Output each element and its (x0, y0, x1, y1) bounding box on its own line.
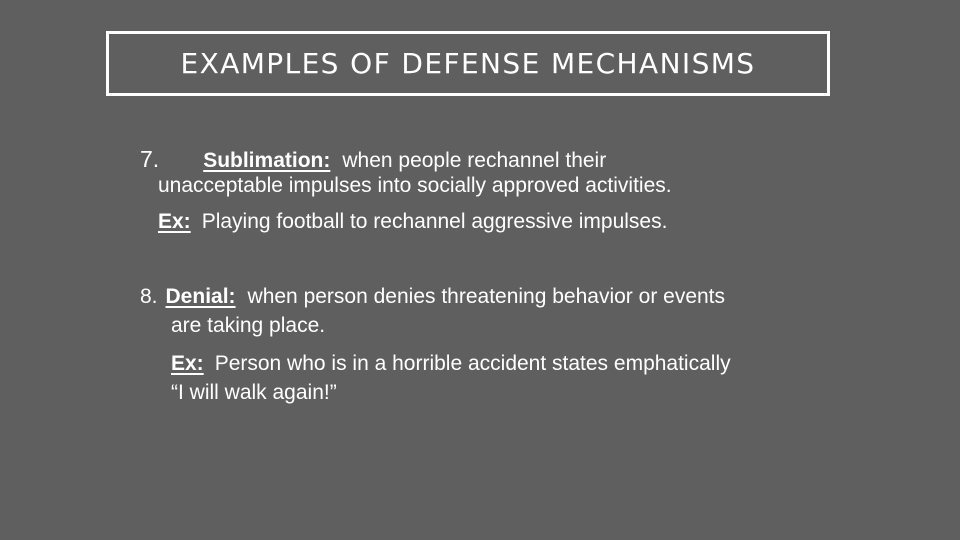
item-7-line-1 (140, 146, 606, 174)
item-8-definition-line-2: are taking place. (171, 314, 326, 337)
item-8-example-label: Ex: (171, 352, 204, 375)
item-8-example-text-line-1: Person who is in a horrible accident states emphatically (214, 352, 731, 375)
item-8-definition-line-1: when person denies threatening behavior or events (247, 285, 726, 308)
item-8-example-line-1 (171, 351, 731, 377)
item-7-example-label: Ex: (158, 210, 191, 233)
item-7-term: Sublimation: (203, 149, 331, 172)
title-box (106, 31, 830, 96)
item-8-line-2 (171, 313, 325, 339)
item-8-line-1 (140, 284, 725, 310)
item-7-definition-line-2: unacceptable impulses into socially approved activities. (158, 174, 672, 197)
item-8-term: Denial: (165, 285, 236, 308)
slide-title: EXAMPLES OF DEFENSE MECHANISMS (180, 47, 756, 80)
item-8-example-text-line-2: “I will walk again!” (171, 381, 337, 404)
item-7-definition-line-1: when people rechannel their (342, 149, 607, 172)
item-8-example-line-2 (171, 380, 337, 406)
item-7-example-text: Playing football to rechannel aggressive impulses. (201, 210, 668, 233)
item-7-line-2 (158, 173, 672, 199)
item-7-number: 7. (140, 146, 160, 172)
item-7-example (158, 209, 667, 235)
item-8-number: 8. (140, 285, 158, 308)
